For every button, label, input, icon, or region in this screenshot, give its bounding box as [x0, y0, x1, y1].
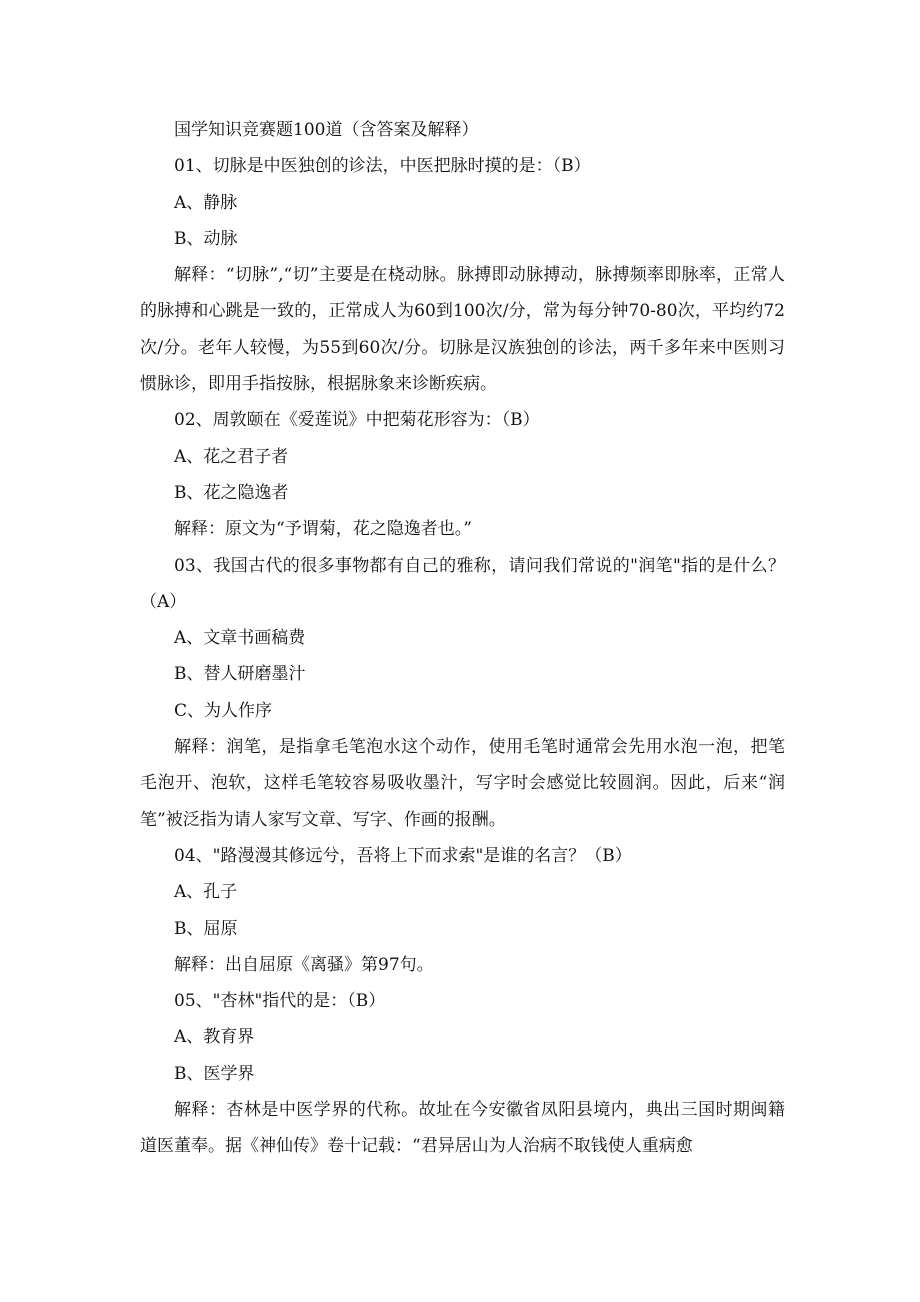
option-04-a: A、孔子	[174, 882, 238, 903]
explanation-02: 解释：原文为“予谓菊，花之隐逸者也。”	[174, 519, 472, 540]
document-title: 国学知识竞赛题100道（含答案及解释）	[174, 120, 479, 140]
option-02-a: A、花之君子者	[174, 446, 289, 467]
option-01-b: B、动脉	[174, 228, 238, 249]
explanation-04: 解释：出自屈原《离骚》第97句。	[174, 954, 434, 975]
question-02: 02、周敦颐在《爱莲说》中把菊花形容为：（B）	[174, 410, 540, 431]
option-02-b: B、花之隐逸者	[174, 482, 289, 503]
option-01-a: A、静脉	[174, 192, 238, 213]
option-03-a: A、文章书画稿费	[174, 628, 306, 649]
explanation-01: 解释：“切脉”,“切”主要是在桡动脉。脉搏即动脉搏动，脉搏频率即脉率，正常人的脉搏和心跳是一致的，正常成人为60到100次/分，常为每分钟70-80次，平均约72次/分。老年人较慢，为55到60次/分。切脉是汉族独创的诊法，两千多年来中医则习惯脉诊，即用手指按脉，根据脉象来诊断疾病。	[140, 265, 785, 395]
question-01: 01、切脉是中医独创的诊法，中医把脉时摸的是：（B）	[174, 156, 591, 177]
document-body	[140, 112, 785, 1165]
explanation-03: 解释：润笔，是指拿毛笔泡水这个动作，使用毛笔时通常会先用水泡一泡，把笔毛泡开、泡软，这样毛笔较容易吸收墨汁，写字时会感觉比较圆润。因此，后来“润笔”被泛指为请人家写文章、写字、作画的报酬。	[140, 737, 785, 830]
option-05-a: A、教育界	[174, 1027, 255, 1048]
option-03-b: B、替人研磨墨汁	[174, 664, 306, 685]
option-04-b: B、屈原	[174, 918, 238, 939]
question-04: 04、"路漫漫其修远兮，吾将上下而求索"是谁的名言？（B）	[174, 845, 632, 866]
question-05: 05、"杏林"指代的是：（B）	[174, 991, 386, 1012]
question-03: 03、我国古代的很多事物都有自己的雅称，请问我们常说的"润笔"指的是什么？（A）	[140, 555, 785, 612]
option-05-b: B、医学界	[174, 1063, 255, 1084]
explanation-05: 解释：杏林是中医学界的代称。故址在今安徽省凤阳县境内，典出三国时期闽籍道医董奉。据《神仙传》卷十记载：“君异居山为人治病不取钱使人重病愈	[140, 1100, 785, 1157]
option-03-c: C、为人作序	[174, 700, 273, 721]
